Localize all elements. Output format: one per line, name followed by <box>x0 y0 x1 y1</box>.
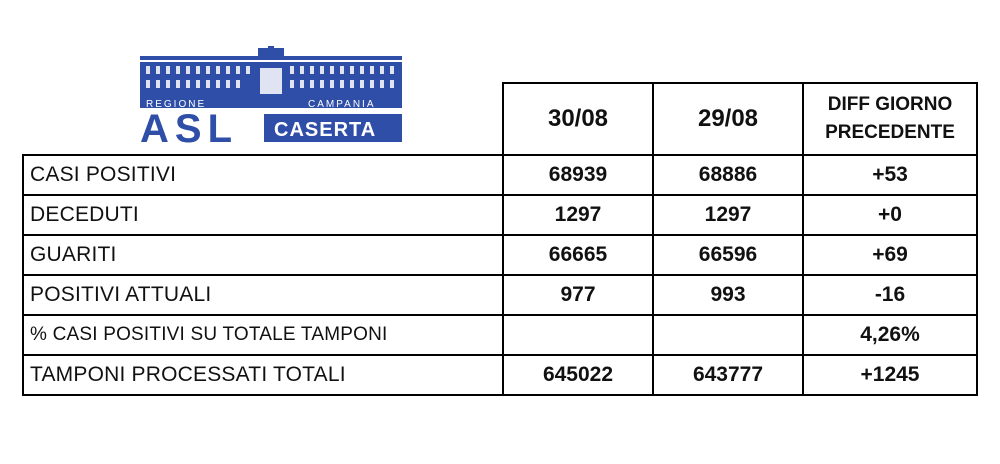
row-value-29-08: 66596 <box>653 235 803 275</box>
row-diff: +1245 <box>803 355 977 395</box>
header-diff-giorno-precedente <box>803 83 977 155</box>
header-date-29-08: 29/08 <box>653 83 803 155</box>
covid-report-table <box>22 82 978 396</box>
row-label: DECEDUTI <box>23 195 503 235</box>
logo-region-text2: CAMPANIA <box>308 99 376 110</box>
row-value-30-08: 1297 <box>503 195 653 235</box>
row-value-29-08: 643777 <box>653 355 803 395</box>
row-label: % CASI POSITIVI SU TOTALE TAMPONI <box>23 315 503 355</box>
row-diff: +69 <box>803 235 977 275</box>
row-label: TAMPONI PROCESSATI TOTALI <box>23 355 503 395</box>
row-value-29-08: 1297 <box>653 195 803 235</box>
row-value-30-08: 645022 <box>503 355 653 395</box>
row-diff: 4,26% <box>803 315 977 355</box>
table-header-row <box>23 83 977 155</box>
header-empty-cell <box>23 83 503 155</box>
header-date-30-08: 30/08 <box>503 83 653 155</box>
header-diff-line1: DIFF GIORNO <box>827 94 953 115</box>
row-value-30-08: 68939 <box>503 155 653 195</box>
table-row <box>23 235 977 275</box>
row-value-30-08 <box>503 315 653 355</box>
table-row <box>23 155 977 195</box>
table-row <box>23 355 977 395</box>
row-diff: -16 <box>803 275 977 315</box>
row-label: GUARITI <box>23 235 503 275</box>
logo-caserta-text: CASERTA <box>274 119 377 141</box>
row-value-29-08 <box>653 315 803 355</box>
row-value-30-08: 66665 <box>503 235 653 275</box>
row-diff: +0 <box>803 195 977 235</box>
table-row <box>23 315 977 355</box>
row-value-29-08: 993 <box>653 275 803 315</box>
row-label: POSITIVI ATTUALI <box>23 275 503 315</box>
row-value-29-08: 68886 <box>653 155 803 195</box>
header-diff-line2: PRECEDENTE <box>825 122 955 143</box>
row-diff: +53 <box>803 155 977 195</box>
logo-region-text: REGIONE <box>146 99 207 110</box>
table-row <box>23 275 977 315</box>
row-value-30-08: 977 <box>503 275 653 315</box>
row-label: CASI POSITIVI <box>23 155 503 195</box>
logo-asl-text: ASL <box>140 107 238 146</box>
table-row <box>23 195 977 235</box>
